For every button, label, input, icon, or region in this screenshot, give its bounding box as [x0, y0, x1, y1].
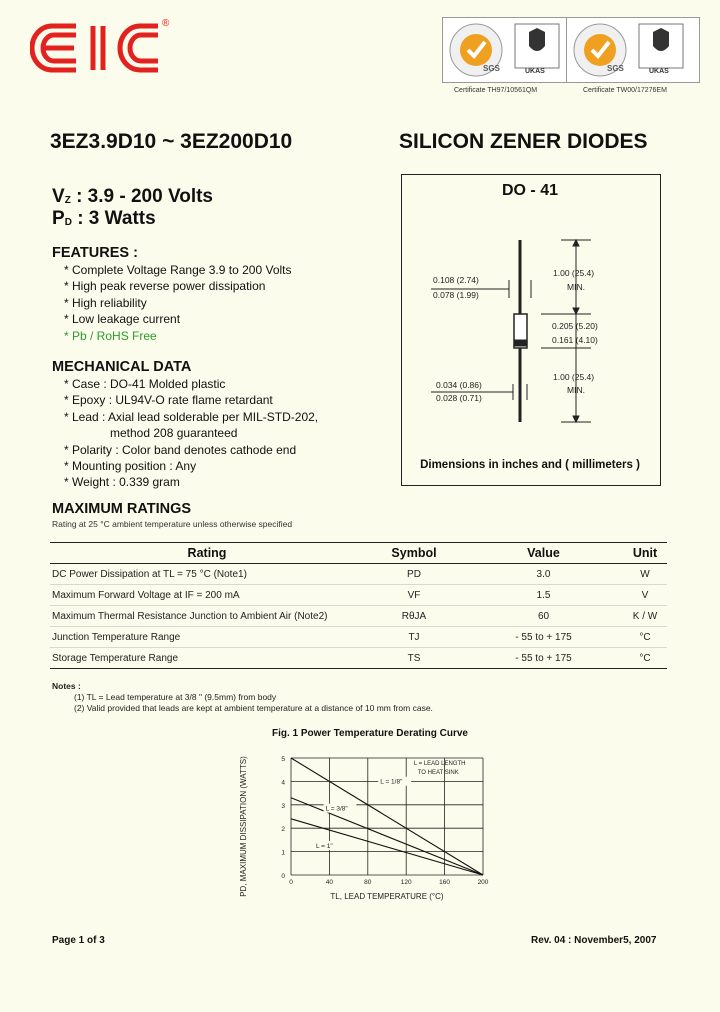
dim-body-len-max: 0.205 (5.20)	[552, 321, 598, 331]
col-value: Value	[464, 543, 623, 564]
ratings-table	[50, 542, 667, 669]
revision-date: Rev. 04 : November5, 2007	[531, 935, 657, 946]
x-tick-label: 160	[439, 879, 451, 886]
part-range-title: 3EZ3.9D10 ~ 3EZ200D10	[50, 130, 293, 153]
mechanical-heading: MECHANICAL DATA	[52, 359, 192, 375]
dim-lead-len-bot-min: MIN.	[567, 385, 585, 395]
y-tick-label: 1	[281, 849, 285, 857]
table-row: Maximum Thermal Resistance Junction to Ambient Air (Note2) RθJA 60 K / W	[50, 606, 667, 627]
spec-vz: $V_Z$ : 3.9 - 200 Volts	[52, 186, 213, 207]
spec-pd: $P_D$ : 3 Watts	[52, 208, 156, 229]
dimension-caption: Dimensions in inches and ( millimeters )	[420, 459, 640, 471]
y-tick-label: 5	[281, 756, 285, 763]
table-row: DC Power Dissipation at TL = 75 °C (Note1) PD 3.0 W	[50, 564, 667, 585]
notes	[52, 681, 433, 714]
registered-mark: ®	[162, 18, 170, 29]
list-item: method 208 guaranteed	[80, 426, 238, 441]
package-name: DO - 41	[501, 182, 558, 199]
list-item: * Lead : Axial lead solderable per MIL-STD-202,	[64, 409, 319, 424]
list-item: * Complete Voltage Range 3.9 to 200 Volts	[64, 263, 292, 277]
x-axis-label: TL, LEAD TEMPERATURE (°C)	[330, 892, 444, 901]
dim-lead-dia-min: 0.078 (1.99)	[433, 290, 479, 300]
list-item: * Polarity : Color band denotes cathode end	[64, 442, 297, 457]
series-line	[291, 798, 483, 875]
col-rating: Rating	[50, 543, 364, 564]
x-tick-label: 40	[325, 879, 334, 886]
features-heading: FEATURES :	[52, 245, 138, 261]
note-item: (2) Valid provided that leads are kept at ambient temperature at a distance of 10 mm from case.	[74, 703, 433, 713]
list-item: * Low leakage current	[64, 312, 181, 327]
dim-body-len-min: 0.161 (4.10)	[552, 335, 598, 345]
notes-title: Notes :	[52, 681, 81, 691]
figure-title: Fig. 1 Power Temperature Derating Curve	[272, 728, 468, 739]
certificate-badge-2: SGS UKAS	[566, 17, 700, 83]
table-row: Junction Temperature Range TJ - 55 to + 175 °C	[50, 627, 667, 648]
note-item: (1) TL = Lead temperature at 3/8 " (9.5mm) from body	[74, 692, 277, 702]
y-tick-label: 2	[281, 826, 285, 834]
series-label: L = 1/8"	[380, 778, 403, 786]
features-list	[64, 262, 292, 344]
legend-line: TO HEAT SINK	[417, 769, 459, 776]
certificate-label-2: Certificate TW00/17276EM	[583, 87, 667, 94]
derating-chart	[228, 744, 508, 910]
y-tick-label: 3	[281, 802, 285, 810]
table-row: Storage Temperature Range TS - 55 to + 175 °C	[50, 648, 667, 669]
certificate-badge-1: SGS UKAS	[442, 17, 576, 83]
x-tick-label: 200	[477, 879, 489, 886]
table-row: Maximum Forward Voltage at IF = 200 mA VF 1.5 V	[50, 585, 667, 606]
list-item: * Case : DO-41 Molded plastic	[64, 377, 226, 391]
list-item: * Epoxy : UL94V-O rate flame retardant	[64, 393, 273, 408]
x-tick-label: 120	[400, 879, 412, 886]
mechanical-list	[64, 376, 318, 491]
eic-logo	[30, 18, 180, 80]
series-label: L = 3/8"	[325, 805, 348, 813]
x-tick-label: 80	[364, 879, 372, 886]
certificate-label-1: Certificate TH97/10561QM	[454, 87, 538, 94]
dim-lead-len-bot: 1.00 (25.4)	[553, 372, 595, 382]
col-unit: Unit	[623, 543, 667, 564]
rohs-item: * Pb / RoHS Free	[64, 328, 157, 343]
page-number: Page 1 of 3	[52, 935, 105, 946]
package-drawing	[401, 174, 659, 484]
ratings-note: Rating at 25 °C ambient temperature unless otherwise specified	[52, 519, 293, 529]
dim-lead-dia-max: 0.108 (2.74)	[433, 275, 479, 285]
y-tick-label: 4	[281, 779, 285, 787]
product-title: SILICON ZENER DIODES	[399, 130, 648, 153]
list-item: * High peak reverse power dissipation	[64, 279, 266, 294]
y-tick-label: 0	[281, 873, 285, 880]
dim-lead-len-top: 1.00 (25.4)	[553, 268, 595, 278]
dim-wire-dia-min: 0.028 (0.71)	[436, 393, 482, 403]
list-item: * High reliability	[64, 295, 147, 310]
col-symbol: Symbol	[364, 543, 464, 564]
dim-wire-dia-max: 0.034 (0.86)	[436, 380, 482, 390]
list-item: * Weight : 0.339 gram	[64, 475, 180, 490]
table-header-row	[50, 543, 667, 564]
list-item: * Mounting position : Any	[64, 459, 197, 474]
legend-line: L = LEAD LENGTH	[413, 761, 466, 768]
ratings-heading: MAXIMUM RATINGS	[52, 501, 192, 517]
x-tick-label: 0	[289, 879, 293, 886]
dim-lead-len-top-min: MIN.	[567, 282, 585, 292]
y-axis-label: PD, MAXIMUM DISSIPATION (WATTS)	[239, 756, 248, 897]
series-label: L = 1"	[315, 843, 333, 851]
